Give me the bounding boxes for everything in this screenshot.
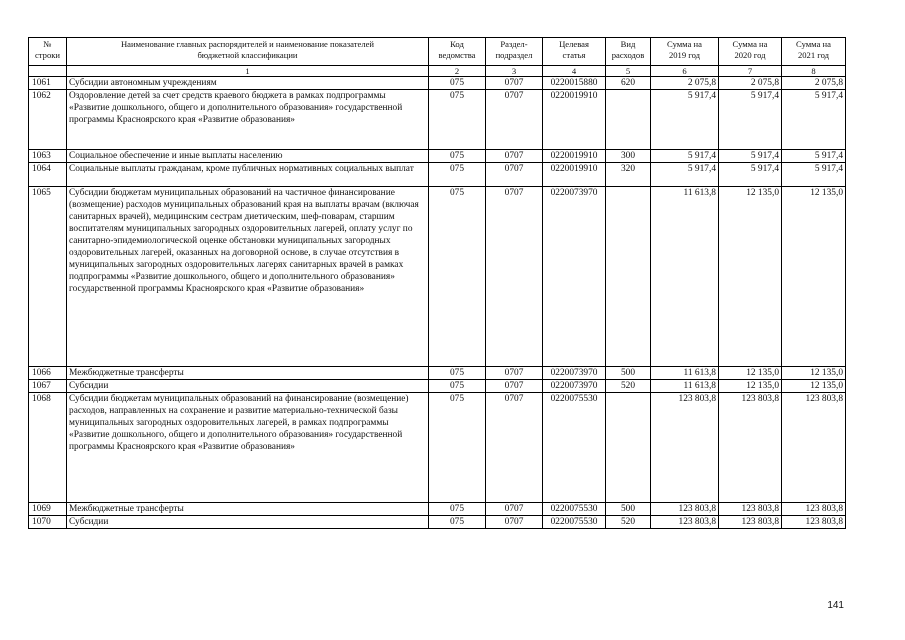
row-sum-2020: 2 075,8 — [719, 77, 782, 90]
row-name: Субсидии бюджетам муниципальных образований на частичное финансирование (возмещение) расходов муниципальных образований края на выплаты врачам (включая санитарных врачей), медицинским сестрам диетическим, шеф-поварам, старшим воспитателям муниципальных загородных оздоровительных лагерей, оплату услуг по санитарно-эпидемиологической оценке обстановки муниципальных загородных оздоровительных лагерей, оказанных на договорной основе, в случае отсутствия в муниципальных загородных оздоровительных лагерях санитарных врачей в рамках подпрограммы «Развитие дошкольного, общего и дополнительного образования» государственной программы Красноярского края «Развитие образования» — [67, 187, 429, 367]
row-section: 0707 — [486, 503, 543, 516]
header-dept-code: Код ведомства — [429, 38, 486, 66]
row-number: 1063 — [29, 150, 67, 163]
row-sum-2020: 5 917,4 — [719, 163, 782, 187]
header-sum-2019: Сумма на 2019 год — [651, 38, 719, 66]
row-expense-type: 320 — [606, 163, 651, 187]
row-name: Субсидии бюджетам муниципальных образований на финансирование (возмещение) расходов, направленных на сохранение и развитие материально-технической базы муниципальных загородных оздоровительных лагерей, в рамках подпрограммы «Развитие дошкольного, общего и дополнительного образования» государственной программы Красноярского края «Развитие образования» — [67, 393, 429, 503]
row-dept-code: 075 — [429, 163, 486, 187]
header-target: Целевая статья — [543, 38, 606, 66]
row-sum-2020: 5 917,4 — [719, 90, 782, 150]
row-sum-2019: 123 803,8 — [651, 516, 719, 529]
row-expense-type — [606, 187, 651, 367]
row-target: 0220073970 — [543, 187, 606, 367]
row-section: 0707 — [486, 393, 543, 503]
col-num-8: 8 — [782, 66, 846, 77]
table-row — [29, 503, 846, 516]
row-sum-2021: 123 803,8 — [782, 393, 846, 503]
column-number-row — [29, 66, 846, 77]
row-target: 0220075530 — [543, 516, 606, 529]
header-expense-type: Вид расходов — [606, 38, 651, 66]
col-num-5: 5 — [606, 66, 651, 77]
row-sum-2020: 12 135,0 — [719, 380, 782, 393]
row-sum-2019: 11 613,8 — [651, 187, 719, 367]
row-number: 1061 — [29, 77, 67, 90]
row-target: 0220075530 — [543, 503, 606, 516]
row-target: 0220019910 — [543, 150, 606, 163]
table-row — [29, 380, 846, 393]
header-name: Наименование главных распорядителей и наименование показателей бюджетной классификации — [67, 38, 429, 66]
col-num-4: 4 — [543, 66, 606, 77]
table-row — [29, 150, 846, 163]
row-sum-2019: 2 075,8 — [651, 77, 719, 90]
header-sum-2021: Сумма на 2021 год — [782, 38, 846, 66]
row-name: Субсидии — [67, 380, 429, 393]
row-expense-type — [606, 393, 651, 503]
row-dept-code: 075 — [429, 187, 486, 367]
header-section: Раздел- подраздел — [486, 38, 543, 66]
row-sum-2021: 5 917,4 — [782, 163, 846, 187]
row-target: 0220073970 — [543, 380, 606, 393]
row-dept-code: 075 — [429, 503, 486, 516]
row-expense-type: 620 — [606, 77, 651, 90]
row-sum-2021: 123 803,8 — [782, 516, 846, 529]
row-target: 0220019910 — [543, 90, 606, 150]
row-number: 1066 — [29, 367, 67, 380]
row-section: 0707 — [486, 380, 543, 393]
row-sum-2020: 12 135,0 — [719, 187, 782, 367]
col-num-2: 2 — [429, 66, 486, 77]
page-number: 141 — [827, 600, 844, 611]
col-num-0 — [29, 66, 67, 77]
table-row — [29, 393, 846, 503]
table-row — [29, 163, 846, 187]
row-number: 1064 — [29, 163, 67, 187]
row-number: 1065 — [29, 187, 67, 367]
row-expense-type: 520 — [606, 380, 651, 393]
table-row — [29, 77, 846, 90]
col-num-3: 3 — [486, 66, 543, 77]
row-sum-2021: 2 075,8 — [782, 77, 846, 90]
row-sum-2021: 5 917,4 — [782, 90, 846, 150]
col-num-7: 7 — [719, 66, 782, 77]
row-dept-code: 075 — [429, 367, 486, 380]
header-sum-2020: Сумма на 2020 год — [719, 38, 782, 66]
col-num-6: 6 — [651, 66, 719, 77]
row-number: 1069 — [29, 503, 67, 516]
row-name: Межбюджетные трансферты — [67, 503, 429, 516]
row-section: 0707 — [486, 163, 543, 187]
row-sum-2021: 5 917,4 — [782, 150, 846, 163]
row-section: 0707 — [486, 90, 543, 150]
row-number: 1062 — [29, 90, 67, 150]
header-row-no: № строки — [29, 38, 67, 66]
row-dept-code: 075 — [429, 150, 486, 163]
row-dept-code: 075 — [429, 516, 486, 529]
table-row — [29, 90, 846, 150]
row-target: 0220075530 — [543, 393, 606, 503]
row-dept-code: 075 — [429, 90, 486, 150]
row-name: Межбюджетные трансферты — [67, 367, 429, 380]
row-number: 1070 — [29, 516, 67, 529]
row-expense-type: 300 — [606, 150, 651, 163]
row-name: Социальное обеспечение и иные выплаты населению — [67, 150, 429, 163]
row-sum-2020: 123 803,8 — [719, 503, 782, 516]
row-name: Субсидии — [67, 516, 429, 529]
table-row — [29, 187, 846, 367]
row-name: Оздоровление детей за счет средств краевого бюджета в рамках подпрограммы «Развитие дошкольного, общего и дополнительного образования» государственной программы Красноярского края «Развитие образования» — [67, 90, 429, 150]
row-sum-2019: 11 613,8 — [651, 380, 719, 393]
row-expense-type: 520 — [606, 516, 651, 529]
row-sum-2021: 123 803,8 — [782, 503, 846, 516]
table-row — [29, 367, 846, 380]
row-section: 0707 — [486, 77, 543, 90]
row-sum-2019: 5 917,4 — [651, 163, 719, 187]
row-number: 1067 — [29, 380, 67, 393]
row-target: 0220073970 — [543, 367, 606, 380]
row-sum-2020: 5 917,4 — [719, 150, 782, 163]
row-sum-2021: 12 135,0 — [782, 187, 846, 367]
row-sum-2019: 5 917,4 — [651, 150, 719, 163]
row-section: 0707 — [486, 187, 543, 367]
row-name: Социальные выплаты гражданам, кроме публичных нормативных социальных выплат — [67, 163, 429, 187]
row-sum-2019: 11 613,8 — [651, 367, 719, 380]
row-sum-2020: 123 803,8 — [719, 516, 782, 529]
row-dept-code: 075 — [429, 380, 486, 393]
row-target: 0220015880 — [543, 77, 606, 90]
row-expense-type: 500 — [606, 367, 651, 380]
row-dept-code: 075 — [429, 393, 486, 503]
row-sum-2020: 12 135,0 — [719, 367, 782, 380]
row-sum-2019: 123 803,8 — [651, 393, 719, 503]
row-target: 0220019910 — [543, 163, 606, 187]
header-row — [29, 38, 846, 66]
row-sum-2021: 12 135,0 — [782, 367, 846, 380]
row-number: 1068 — [29, 393, 67, 503]
row-sum-2021: 12 135,0 — [782, 380, 846, 393]
row-dept-code: 075 — [429, 77, 486, 90]
col-num-1: 1 — [67, 66, 429, 77]
table-row — [29, 516, 846, 529]
row-expense-type — [606, 90, 651, 150]
row-sum-2019: 123 803,8 — [651, 503, 719, 516]
row-name: Субсидии автономным учреждениям — [67, 77, 429, 90]
row-section: 0707 — [486, 516, 543, 529]
row-expense-type: 500 — [606, 503, 651, 516]
budget-table — [28, 37, 846, 529]
row-sum-2019: 5 917,4 — [651, 90, 719, 150]
row-sum-2020: 123 803,8 — [719, 393, 782, 503]
row-section: 0707 — [486, 367, 543, 380]
row-section: 0707 — [486, 150, 543, 163]
